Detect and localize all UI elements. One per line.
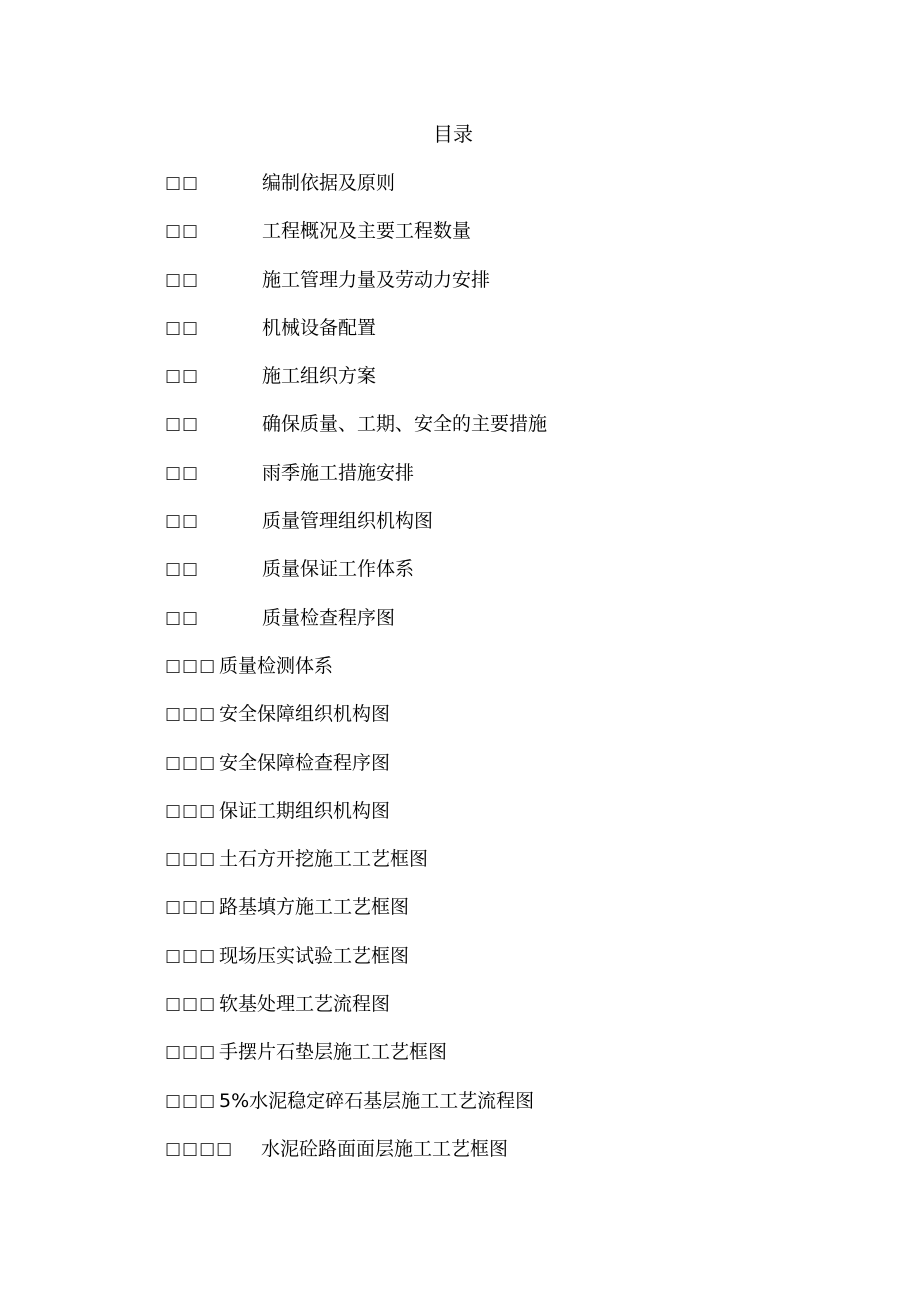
toc-entry-number: □□□ — [165, 849, 217, 870]
toc-entry-number: □□ — [165, 366, 200, 387]
toc-entry-title: 质量检测体系 — [219, 654, 334, 677]
toc-entry-title: 工程概况及主要工程数量 — [262, 220, 472, 243]
toc-entry — [165, 1036, 785, 1084]
toc-entry-number: □□ — [165, 607, 200, 628]
toc-entry-title: 安全保障检查程序图 — [219, 751, 391, 774]
toc-entry — [165, 167, 785, 215]
toc-entry-title: 确保质量、工期、安全的主要措施 — [262, 413, 548, 436]
toc-entry — [165, 553, 785, 601]
toc-entry-number: □□ — [165, 173, 200, 193]
toc-entry-title: 安全保障组织机构图 — [219, 703, 391, 726]
toc-entry-title: 机械设备配置 — [262, 316, 377, 339]
toc-entry-number: □□ — [165, 462, 200, 483]
page-title: 目录 — [433, 122, 473, 146]
toc-entry — [165, 891, 785, 939]
toc-entry-number: □□□ — [165, 752, 217, 773]
toc-entry — [165, 264, 785, 312]
toc-entry-number: □□□ — [165, 945, 217, 966]
toc-entry-number: □□□ — [165, 994, 217, 1015]
toc-entry-number: □□ — [165, 269, 200, 290]
toc-entry-title: 软基处理工艺流程图 — [219, 993, 391, 1016]
toc-entry-title: 质量保证工作体系 — [262, 558, 415, 581]
toc-entry-number: □□ — [165, 414, 200, 435]
toc-entry-title: 现场压实试验工艺框图 — [219, 944, 410, 967]
toc-entry — [165, 312, 785, 360]
toc-entry-number: □□□ — [165, 655, 217, 676]
toc-entry-number: □□□ — [165, 897, 217, 918]
toc-entry-number: □□ — [165, 511, 200, 532]
toc-entry-number: □□ — [165, 559, 200, 580]
toc-entry — [165, 1085, 785, 1133]
toc-entry-title: 土石方开挖施工工艺框图 — [219, 848, 429, 871]
toc-entry-title: 保证工期组织机构图 — [219, 799, 391, 822]
toc-entry — [165, 747, 785, 795]
toc-entry-title: 手摆片石垫层施工工艺框图 — [219, 1041, 448, 1064]
toc-entry-number: □□□ — [165, 800, 217, 821]
toc-entry-number: □□□□ — [165, 1138, 234, 1159]
toc-entry — [165, 1133, 785, 1181]
toc-entry-number: □□□ — [165, 704, 217, 725]
toc-entry-number: □□□ — [165, 1090, 217, 1111]
toc-entry-title: 施工组织方案 — [262, 365, 377, 388]
toc-entry — [165, 650, 785, 698]
toc-entry-number: □□ — [165, 221, 200, 242]
toc-entry — [165, 215, 785, 263]
toc-entry-title: 水泥砼路面面层施工工艺框图 — [261, 1137, 509, 1160]
toc-entry — [165, 360, 785, 408]
toc-entry — [165, 505, 785, 553]
toc-entry — [165, 843, 785, 891]
toc-entry — [165, 408, 785, 456]
toc-entry — [165, 940, 785, 988]
toc-entry-title: 编制依据及原则 — [262, 172, 396, 194]
toc-entry — [165, 795, 785, 843]
toc-entry — [165, 457, 785, 505]
toc-entry — [165, 988, 785, 1036]
toc-entry-number: □□□ — [165, 1042, 217, 1063]
table-of-contents — [165, 167, 785, 1181]
toc-entry-title: 质量检查程序图 — [262, 606, 396, 629]
toc-entry-title: 施工管理力量及劳动力安排 — [262, 268, 491, 291]
toc-entry — [165, 602, 785, 650]
toc-entry — [165, 698, 785, 746]
toc-entry-title: 雨季施工措施安排 — [262, 461, 415, 484]
toc-entry-title: 5%水泥稳定碎石基层施工工艺流程图 — [219, 1089, 535, 1112]
toc-entry-title: 路基填方施工工艺框图 — [219, 896, 410, 919]
toc-entry-number: □□ — [165, 317, 200, 338]
toc-entry-title: 质量管理组织机构图 — [262, 510, 434, 533]
